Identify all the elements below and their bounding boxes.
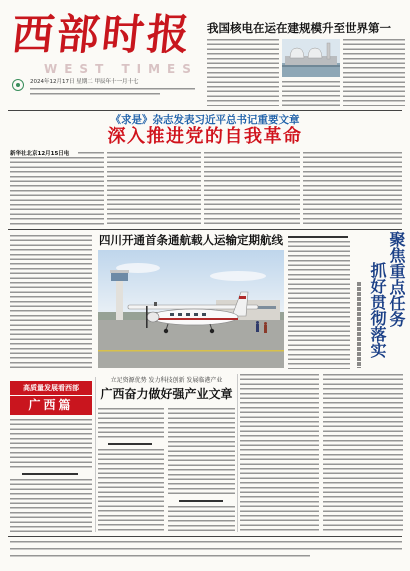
feature-story-text: [288, 241, 350, 369]
vent-stack: [327, 43, 330, 59]
ground-crew-head: [264, 322, 267, 325]
cabin-window: [194, 313, 198, 316]
section-divider: [8, 110, 402, 111]
publisher-info-line: [30, 93, 160, 95]
top-story-text: [207, 39, 279, 106]
footer-info-line: [10, 548, 402, 550]
cabin-window: [186, 313, 190, 316]
lead-story-kicker: 《求是》杂志发表习近平总书记重要文章: [110, 114, 300, 126]
guangxi-story-headline: 广西奋力做好强产业文章: [100, 387, 233, 401]
guangxi-story-subhead: [108, 443, 152, 445]
lead-story-text: [10, 157, 104, 227]
issue-date-line: 2024年12月17日 星期二 甲辰年十一月十七: [30, 79, 139, 85]
ground-crew-figure: [264, 325, 267, 333]
control-tower: [116, 280, 123, 320]
apron-marking: [98, 350, 284, 352]
feature-vertical-headline-line1: 聚焦重点任务: [387, 231, 406, 327]
control-tower-roof: [110, 270, 129, 273]
feature-vertical-headline-line2: 抓好贯彻落实: [368, 262, 387, 358]
ground-crew-figure: [256, 324, 259, 332]
cloud: [210, 271, 266, 281]
guangxi-story-text: [168, 408, 235, 496]
column-divider: [95, 377, 96, 532]
footer-info-line: [10, 555, 310, 557]
cabin-window: [178, 313, 182, 316]
column-divider: [237, 374, 238, 532]
masthead-emblem-icon: [12, 79, 24, 91]
feature-vertical-subtitle: [357, 282, 361, 368]
photo-story-headline: 四川开通首条通航载人运输定期航线: [99, 233, 283, 247]
series-banner-subtitle: 广西篇: [10, 396, 92, 415]
guangxi-story-subhead: [179, 500, 223, 502]
ground-crew-head: [256, 321, 259, 324]
lead-story-text: [78, 152, 104, 154]
feature-story-text: [323, 374, 403, 532]
series-banner-title: 高质量发展看西部: [10, 381, 92, 395]
guangxi-story-text: [98, 408, 164, 439]
tail-stripe: [239, 296, 246, 299]
wheel: [210, 329, 214, 333]
wheel: [164, 329, 168, 333]
series-story-subhead: [22, 473, 78, 475]
lead-story-headline: 深入推进党的自我革命: [107, 126, 303, 147]
masthead-english-title: WEST TIMES: [44, 62, 198, 76]
guangxi-story-kicker: 立足资源优势 发力科技创新 发展临港产业: [110, 377, 223, 384]
footer-divider: [8, 536, 402, 537]
aircraft-fuselage: [150, 309, 238, 325]
aircraft-image: [98, 250, 284, 368]
breakwater: [282, 65, 340, 67]
cabin-window: [170, 313, 174, 316]
fuselage-stripe: [156, 318, 238, 320]
cabin-window: [202, 313, 206, 316]
top-story-headline: 我国核电在运在建规模升至世界第一: [207, 21, 391, 35]
photo-story-text: [10, 235, 92, 371]
series-story-text: [10, 479, 92, 532]
top-story-text: [282, 81, 340, 106]
engine-cowling: [147, 312, 159, 322]
masthead-title: 西部时报: [9, 10, 195, 59]
footer-info-line: [10, 541, 402, 543]
lead-story-text: [204, 152, 300, 227]
lead-story-text: [107, 152, 201, 227]
wing-strut: [154, 302, 157, 306]
control-tower-cab: [111, 272, 128, 281]
nuclear-plant-image: [282, 39, 340, 77]
nuclear-plant-photo: [282, 39, 340, 77]
guangxi-story-text: [168, 506, 235, 532]
series-banner: [10, 381, 92, 415]
lead-story-dateline: 新华社北京12月15日电: [10, 151, 70, 157]
propeller: [146, 306, 148, 328]
aircraft-photo: [98, 250, 284, 368]
series-story-text: [10, 419, 92, 469]
top-story-text: [343, 39, 405, 106]
emblem-dot: [16, 83, 20, 87]
publisher-info-line: [30, 88, 195, 90]
feature-story-text: [240, 374, 319, 532]
feature-story-dateline: [288, 236, 348, 238]
section-divider: [8, 229, 402, 230]
lead-story-text: [303, 152, 402, 227]
guangxi-story-text: [98, 449, 164, 532]
